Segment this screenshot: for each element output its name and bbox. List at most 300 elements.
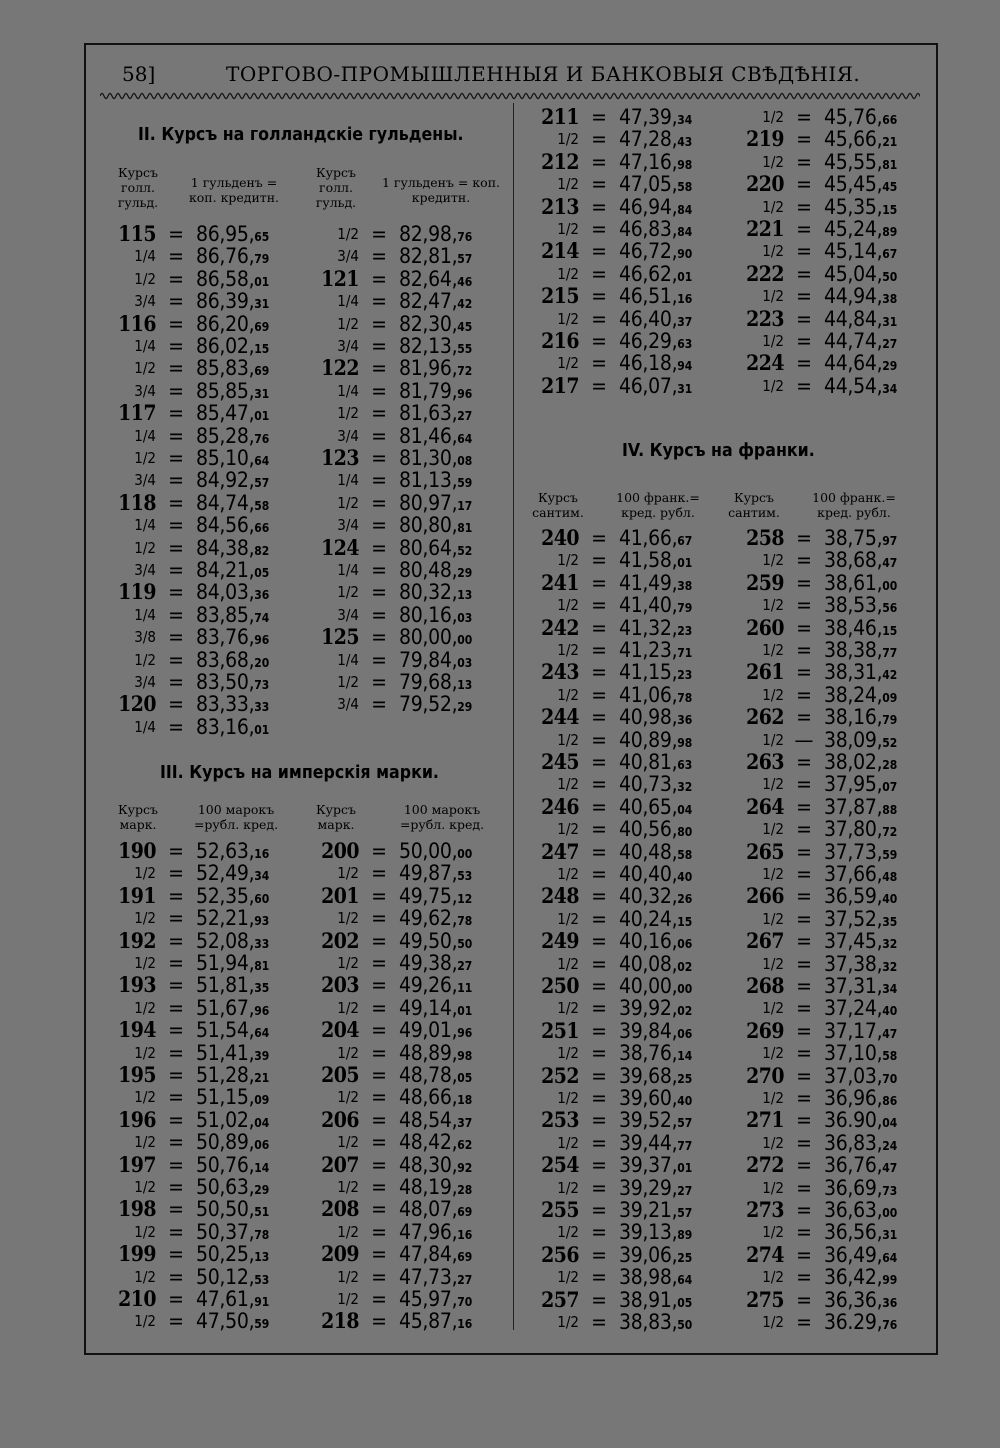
equals-sign: = [371,861,387,885]
rate-cell: 1/2 [337,673,359,691]
rate-cell: 271 [746,1107,784,1132]
equals-sign: = [796,571,812,595]
rate-cell: 1/2 [762,775,784,793]
value-cell [399,693,472,718]
rate-cell: 1/2 [557,999,579,1017]
rate-cell: 217 [541,373,579,398]
value-fraction: 28 [882,758,898,772]
rate-cell: 1/2 [762,551,784,569]
rate-cell: 264 [746,794,784,819]
value-fraction: 34 [677,113,693,127]
value-fraction: 31 [677,382,693,396]
rate-cell: 269 [746,1018,784,1043]
value-main: 48,07, [399,1197,458,1221]
value-fraction: 13 [254,1250,270,1264]
value-main: 84,03, [196,580,255,604]
section-iii-rate-header-2: Курсъ марк. [316,802,356,832]
equals-sign: = [591,105,607,129]
value-main: 38,61, [824,571,883,595]
rate-cell: 192 [118,928,156,953]
value-fraction: 05 [677,1296,693,1310]
equals-sign: = [168,1242,184,1266]
value-main: 40,89, [619,728,678,752]
rate-cell: 1/2 [762,287,784,305]
value-main: 52,35, [196,884,255,908]
value-main: 36,36, [824,1288,883,1312]
value-main: 41,58, [619,548,678,572]
value-fraction: 06 [677,1027,693,1041]
value-main: 46,62, [619,262,678,286]
value-main: 48,54, [399,1108,458,1132]
rate-cell: 262 [746,704,784,729]
rate-cell: 222 [746,261,784,286]
value-main: 38,02, [824,750,883,774]
value-main: 83,33, [196,692,255,716]
value-fraction: 89 [677,1228,693,1242]
value-fraction: 59 [457,476,473,490]
value-main: 38,68, [824,548,883,572]
value-fraction: 76 [254,432,270,446]
equals-sign: = [591,907,607,931]
value-main: 45,04, [824,262,883,286]
equals-sign: = [371,929,387,953]
rate-cell: 3/4 [134,561,156,579]
equals-sign: = [796,195,812,219]
value-main: 49,75, [399,884,458,908]
equals-sign: = [591,1265,607,1289]
value-main: 49,50, [399,929,458,953]
value-fraction: 15 [882,203,898,217]
equals-sign: = [168,379,184,403]
equals-sign: = [591,996,607,1020]
equals-sign: = [796,1041,812,1065]
value-main: 40,40, [619,862,678,886]
equals-sign: = [796,127,812,151]
value-fraction: 37 [677,315,693,329]
value-fraction: 34 [882,982,898,996]
value-fraction: 76 [457,230,473,244]
rate-cell: 203 [321,972,359,997]
value-fraction: 27 [457,409,473,423]
value-fraction: 07 [882,780,898,794]
equals-sign: = [796,1288,812,1312]
value-fraction: 58 [882,1049,898,1063]
value-main: 50,89, [196,1130,255,1154]
rate-cell: 1/2 [134,449,156,467]
value-fraction: 79 [882,713,898,727]
value-main: 39,13, [619,1220,678,1244]
value-fraction: 67 [882,247,898,261]
rate-cell: 1/2 [134,1044,156,1062]
rate-cell: 1/2 [557,1089,579,1107]
value-fraction: 08 [457,454,473,468]
equals-sign: = [168,648,184,672]
value-main: 52,63, [196,839,255,863]
value-main: 80,64, [399,536,458,560]
equals-sign: = [371,1041,387,1065]
value-fraction: 57 [677,1206,693,1220]
rate-cell: 197 [118,1152,156,1177]
value-main: 45,87, [399,1309,458,1333]
rate-cell: 265 [746,839,784,864]
rate-cell: 117 [118,400,156,425]
rate-cell: 260 [746,615,784,640]
rate-cell: 258 [746,525,784,550]
rate-cell: 215 [541,283,579,308]
rate-cell: 193 [118,972,156,997]
section-iv-value-header: 100 франк.= кред. рубл. [616,490,700,520]
value-main: 40,32, [619,884,678,908]
value-main: 81,46, [399,424,458,448]
rate-cell: 1/4 [134,247,156,265]
value-fraction: 15 [254,342,270,356]
equals-sign: = [796,772,812,796]
value-fraction: 57 [677,1116,693,1130]
equals-sign: = [168,1287,184,1311]
equals-sign: = [591,127,607,151]
rate-cell: 1/2 [557,865,579,883]
rate-cell: 1/2 [134,1312,156,1330]
rate-cell: 214 [541,238,579,263]
value-fraction: 14 [677,1049,693,1063]
value-main: 40,08, [619,952,678,976]
rate-cell: 194 [118,1017,156,1042]
value-main: 84,74, [196,491,255,515]
equals-sign: = [168,996,184,1020]
equals-sign: = [591,884,607,908]
value-main: 39,29, [619,1176,678,1200]
value-fraction: 58 [677,180,693,194]
equals-sign: = [371,289,387,313]
equals-sign: = [371,1175,387,1199]
value-fraction: 96 [457,1026,473,1040]
value-fraction: 23 [677,624,693,638]
value-fraction: 01 [254,409,270,423]
value-fraction: 59 [882,848,898,862]
section-ii-title: II. Курсъ на голландскіе гульдены. [138,124,464,145]
value-fraction: 32 [882,937,898,951]
rate-cell: 199 [118,1241,156,1266]
value-fraction: 33 [254,700,270,714]
value-main: 51,02, [196,1108,255,1132]
rate-cell: 3/4 [134,673,156,691]
value-main: 50,00, [399,839,458,863]
equals-sign: = [796,351,812,375]
value-fraction: 56 [882,601,898,615]
equals-sign: = [796,593,812,617]
value-main: 39,68, [619,1064,678,1088]
value-fraction: 43 [677,135,693,149]
equals-sign: = [591,952,607,976]
equals-sign: = [591,750,607,774]
rate-cell: 1/2 [337,954,359,972]
value-fraction: 00 [457,633,473,647]
rate-cell: 1/2 [557,551,579,569]
value-main: 39,52, [619,1108,678,1132]
value-main: 84,56, [196,513,255,537]
value-main: 38,46, [824,616,883,640]
rate-cell: 200 [321,838,359,863]
value-fraction: 59 [254,1317,270,1331]
value-main: 41,06, [619,683,678,707]
value-fraction: 70 [882,1072,898,1086]
value-main: 39,60, [619,1086,678,1110]
equals-sign: = [371,1242,387,1266]
equals-sign: = [371,379,387,403]
equals-sign: = [371,267,387,291]
rate-cell: 274 [746,1242,784,1267]
value-fraction: 74 [254,611,270,625]
value-main: 48,66, [399,1085,458,1109]
page-number: 58] [122,62,156,86]
rate-cell: 208 [321,1196,359,1221]
equals-sign: = [168,692,184,716]
value-main: 36,56, [824,1220,883,1244]
rate-cell: 1/2 [337,864,359,882]
rate-cell: 218 [321,1308,359,1333]
value-main: 83,76, [196,625,255,649]
value-fraction: 01 [457,1004,473,1018]
value-fraction: 34 [254,869,270,883]
equals-sign: = [796,150,812,174]
value-main: 41,40, [619,593,678,617]
value-fraction: 40 [882,1004,898,1018]
value-main: 40,73, [619,772,678,796]
equals-sign: = [168,1309,184,1333]
value-main: 50,12, [196,1265,255,1289]
equals-sign: = [371,1130,387,1154]
equals-sign: = [796,307,812,331]
rate-cell: 1/2 [557,641,579,659]
rate-cell: 221 [746,216,784,241]
equals-sign: = [371,356,387,380]
rate-cell: 195 [118,1062,156,1087]
equals-sign: = [796,862,812,886]
equals-sign: = [371,446,387,470]
value-main: 86,39, [196,289,255,313]
rate-cell: 1/2 [557,130,579,148]
equals-sign: = [591,571,607,595]
rate-cell: 121 [321,266,359,291]
value-fraction: 70 [457,1295,473,1309]
equals-sign: = [796,374,812,398]
value-fraction: 58 [254,499,270,513]
value-fraction: 28 [457,1183,473,1197]
value-main: 38,83, [619,1310,678,1334]
equals-sign: = [591,1310,607,1334]
equals-sign: = [168,1265,184,1289]
value-main: 37,73, [824,840,883,864]
rate-cell: 1/2 [762,955,784,973]
value-fraction: 31 [254,387,270,401]
equals-sign: = [591,1220,607,1244]
equals-sign: = [371,906,387,930]
value-main: 51,28, [196,1063,255,1087]
value-fraction: 53 [254,1273,270,1287]
equals-sign: = [796,616,812,640]
equals-sign: = [168,312,184,336]
value-fraction: 13 [457,678,473,692]
equals-sign: = [371,424,387,448]
rate-cell: 1/2 [337,1044,359,1062]
equals-sign: = [591,974,607,998]
value-main: 36,83, [824,1131,883,1155]
rate-cell: 124 [321,535,359,560]
value-main: 52,08, [196,929,255,953]
equals-sign: = [168,603,184,627]
value-main: 44,64, [824,351,883,375]
equals-sign: = [371,1063,387,1087]
rate-cell: 1/2 [762,820,784,838]
value-main: 37,10, [824,1041,883,1065]
rate-cell: 246 [541,794,579,819]
equals-sign: = [168,1197,184,1221]
equals-sign: = [796,239,812,263]
rate-cell: 1/2 [557,955,579,973]
value-fraction: 15 [882,624,898,638]
value-main: 44,94, [824,284,883,308]
rate-cell: 263 [746,749,784,774]
rate-cell: 1/2 [557,354,579,372]
rate-cell: 1/2 [762,1089,784,1107]
rate-cell: 1/2 [762,377,784,395]
equals-sign: = [168,1130,184,1154]
running-title: ТОРГОВО-ПРОМЫШЛЕННЫЯ И БАНКОВЫЯ СВѢДѢНІЯ. [226,62,861,86]
equals-sign: = [168,1063,184,1087]
value-fraction: 17 [457,499,473,513]
equals-sign: = [591,1153,607,1177]
value-fraction: 96 [254,633,270,647]
equals-sign: = [168,715,184,739]
value-fraction: 81 [254,959,270,973]
equals-sign: = [796,974,812,998]
value-main: 46,40, [619,307,678,331]
value-main: 36,63, [824,1198,883,1222]
value-main: 50,37, [196,1220,255,1244]
equals-sign: = [796,840,812,864]
equals-sign: = [796,907,812,931]
value-main: 45,97, [399,1287,458,1311]
value-fraction: 37 [457,1116,473,1130]
value-main: 39,44, [619,1131,678,1155]
value-fraction: 31 [882,1228,898,1242]
rate-cell: 125 [321,624,359,649]
section-iii-title: III. Курсъ на имперскія марки. [160,762,439,783]
value-fraction: 21 [882,135,898,149]
value-fraction: 09 [254,1093,270,1107]
value-main: 39,21, [619,1198,678,1222]
rate-cell: 1/2 [762,641,784,659]
value-main: 83,68, [196,648,255,672]
rate-cell: 205 [321,1062,359,1087]
rate-cell: 1/2 [337,315,359,333]
equals-sign: = [591,1041,607,1065]
rate-cell: 1/2 [337,583,359,601]
rate-cell: 267 [746,928,784,953]
equals-sign: = [371,491,387,515]
equals-sign: = [591,705,607,729]
equals-sign: = [168,951,184,975]
value-fraction: 71 [677,646,693,660]
value-main: 85,10, [196,446,255,470]
equals-sign: = [168,491,184,515]
equals-sign: = [168,1018,184,1042]
equals-sign: = [168,267,184,291]
value-fraction: 21 [254,1071,270,1085]
value-fraction: 84 [677,203,693,217]
rate-cell: 201 [321,883,359,908]
value-main: 38,91, [619,1288,678,1312]
value-fraction: 88 [882,803,898,817]
value-fraction: 16 [254,847,270,861]
rate-cell: 1/2 [134,1223,156,1241]
value-main: 37,24, [824,996,883,1020]
equals-sign: = [371,1309,387,1333]
equals-sign: = [796,638,812,662]
equals-sign: = [168,1041,184,1065]
value-main: 51,81, [196,973,255,997]
value-fraction: 96 [457,387,473,401]
section-iv-rate-header: Курсъ сантим. [532,490,584,520]
value-main: 86,95, [196,222,255,246]
value-main: 45,55, [824,150,883,174]
rate-cell: 241 [541,570,579,595]
equals-sign: = [371,558,387,582]
equals-sign: = [796,329,812,353]
rate-cell: 1/2 [762,910,784,928]
value-main: 45,45, [824,172,883,196]
value-fraction: 64 [457,432,473,446]
value-fraction: 27 [457,959,473,973]
value-fraction: 27 [677,1184,693,1198]
value-main: 36.90, [824,1108,883,1132]
value-main: 45,66, [824,127,883,151]
value-fraction: 96 [254,1004,270,1018]
value-main: 83,16, [196,715,255,739]
value-main: 39,37, [619,1153,678,1177]
rate-cell: 3/4 [337,695,359,713]
rate-cell: 1/2 [337,909,359,927]
rate-cell: 1/2 [762,1179,784,1197]
equals-sign: = [371,580,387,604]
equals-sign: = [371,1287,387,1311]
value-fraction: 13 [457,588,473,602]
value-fraction: 62 [457,1138,473,1152]
rate-cell: 1/2 [557,775,579,793]
value-fraction: 45 [457,320,473,334]
value-fraction: 42 [882,668,898,682]
value-fraction: 00 [882,1206,898,1220]
value-fraction: 69 [457,1250,473,1264]
equals-sign: = [796,1220,812,1244]
value-main: 82,98, [399,222,458,246]
equals-sign: = [168,424,184,448]
equals-sign: = [371,951,387,975]
equals-sign: = [591,840,607,864]
value-fraction: 29 [254,1183,270,1197]
value-fraction: 84 [677,225,693,239]
value-main: 48,30, [399,1153,458,1177]
value-main: 86,58, [196,267,255,291]
value-main: 51,54, [196,1018,255,1042]
value-main: 40,00, [619,974,678,998]
rate-cell: 266 [746,883,784,908]
rate-cell: 1/2 [134,270,156,288]
rate-cell: 1/2 [337,404,359,422]
equals-sign: = [591,262,607,286]
value-fraction: 11 [457,981,473,995]
value-main: 49,14, [399,996,458,1020]
